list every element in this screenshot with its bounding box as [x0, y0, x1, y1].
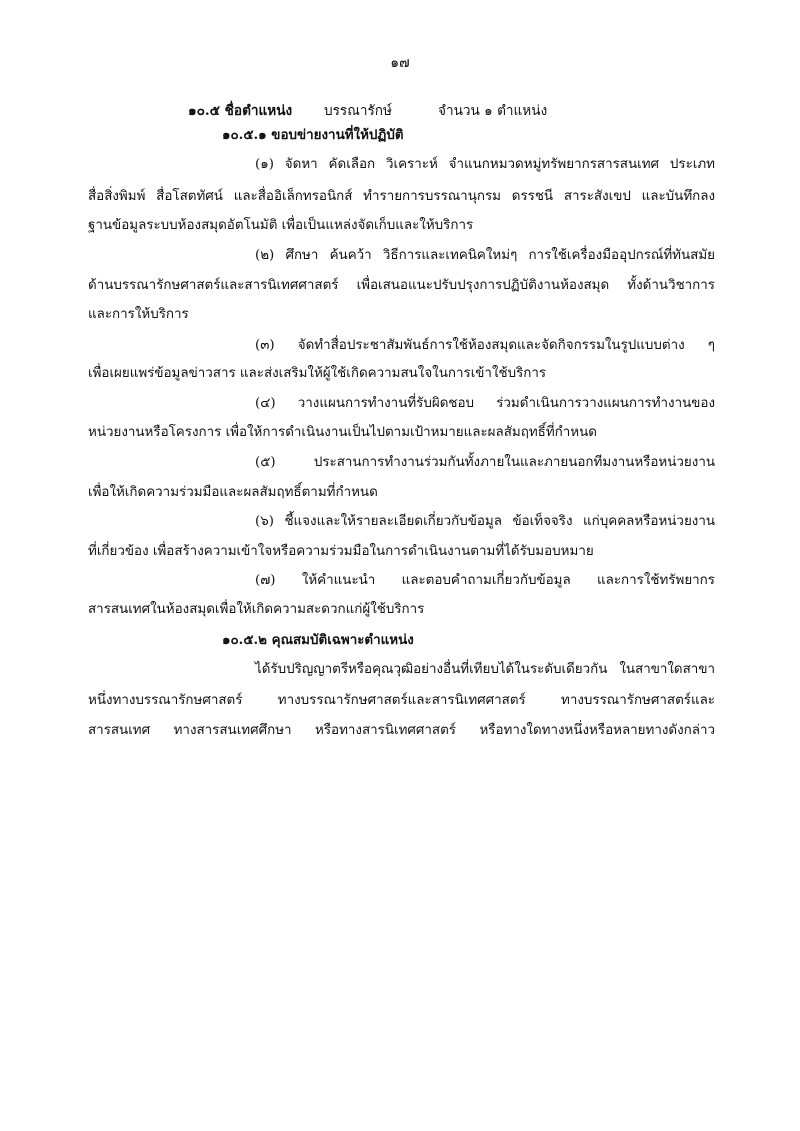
position-title-row [188, 100, 608, 122]
duty-item-5-line-2: เพื่อให้เกิดความร่วมมือและผลสัมฤทธิ์ตามที่กำหนด [88, 485, 378, 500]
duty-item-6-line-2: ที่เกี่ยวข้อง เพื่อสร้างความเข้าใจหรือความร่วมมือในการดำเนินงานตามที่ได้รับมอบหมาย [88, 544, 594, 559]
duty-item-5-line-1: (๕) ประสานการทำงานร่วมกันทั้งภายในและภายนอกทีมงานหรือหน่วยงาน [255, 455, 715, 470]
duty-item-1-line-2: สื่อสิ่งพิมพ์ สื่อโสตทัศน์ และสื่ออิเล็กทรอนิกส์ ทำรายการบรรณานุกรม ดรรชนี สาระสังเขป และบันทึกลง [88, 189, 715, 204]
duty-item-2-line-1: (๒) ศึกษา ค้นคว้า วิธีการและเทคนิคใหม่ๆ การใช้เครื่องมืออุปกรณ์ที่ทันสมัย [255, 248, 715, 263]
page-number: ๑๗ [390, 55, 410, 71]
qualifications-heading: ๑๐.๕.๒ คุณสมบัติเฉพาะตำแหน่ง [222, 632, 414, 648]
qualifications-line-1: ได้รับปริญญาตรีหรือคุณวุฒิอย่างอื่นที่เทียบได้ในระดับเดียวกัน ในสาขาใดสาขา [255, 662, 715, 677]
duty-item-7-line-1: (๗) ให้คำแนะนำ และตอบคำถามเกี่ยวกับข้อมูล และการใช้ทรัพยากร [255, 573, 715, 588]
duty-item-3-line-1: (๓) จัดทำสื่อประชาสัมพันธ์การใช้ห้องสมุดและจัดกิจกรรมในรูปแบบต่าง ๆ [255, 338, 715, 353]
duty-item-2-line-3: และการให้บริการ [88, 307, 189, 322]
position-count: จำนวน ๑ ตำแหน่ง [438, 103, 548, 119]
duty-item-6-line-1: (๖) ชี้แจงและให้รายละเอียดเกี่ยวกับข้อมูล ข้อเท็จจริง แก่บุคคลหรือหน่วยงาน [255, 514, 715, 529]
position-heading-label: ๑๐.๕ ชื่อตำแหน่ง [188, 103, 293, 119]
duties-heading: ๑๐.๕.๑ ขอบข่ายงานที่ให้ปฏิบัติ [222, 127, 404, 143]
position-name: บรรณารักษ์ [324, 103, 392, 119]
duty-item-4-line-1: (๔) วางแผนการทำงานที่รับผิดชอบ ร่วมดำเนินการวางแผนการทำงานของ [255, 396, 715, 411]
duty-item-7-line-2: สารสนเทศในห้องสมุดเพื่อให้เกิดความสะดวกแก่ผู้ใช้บริการ [88, 602, 425, 617]
qualifications-line-3: สารสนเทศ ทางสารสนเทศศึกษา หรือทางสารนิเทศศาสตร์ หรือทางใดทางหนึ่งหรือหลายทางดังกล่าว [88, 723, 715, 738]
duty-item-2-line-2: ด้านบรรณารักษศาสตร์และสารนิเทศศาสตร์ เพื่อเสนอแนะปรับปรุงการปฏิบัติงานห้องสมุด ทั้งด้านวิชาการ [88, 278, 715, 293]
duty-item-1-line-3: ฐานข้อมูลระบบห้องสมุดอัตโนมัติ เพื่อเป็นแหล่งจัดเก็บและให้บริการ [88, 218, 474, 233]
duty-item-1-line-1: (๑) จัดหา คัดเลือก วิเคราะห์ จำแนกหมวดหมู่ทรัพยากรสารสนเทศ ประเภท [255, 157, 715, 172]
duty-item-3-line-2: เพื่อเผยแพร่ข้อมูลข่าวสาร และส่งเสริมให้ผู้ใช้เกิดความสนใจในการเข้าใช้บริการ [88, 366, 547, 381]
qualifications-line-2: หนึ่งทางบรรณารักษศาสตร์ ทางบรรณารักษศาสตร์และสารนิเทศศาสตร์ ทางบรรณารักษศาสตร์และ [88, 693, 715, 708]
duty-item-4-line-2: หน่วยงานหรือโครงการ เพื่อให้การดำเนินงานเป็นไปตามเป้าหมายและผลสัมฤทธิ์ที่กำหนด [88, 425, 597, 440]
